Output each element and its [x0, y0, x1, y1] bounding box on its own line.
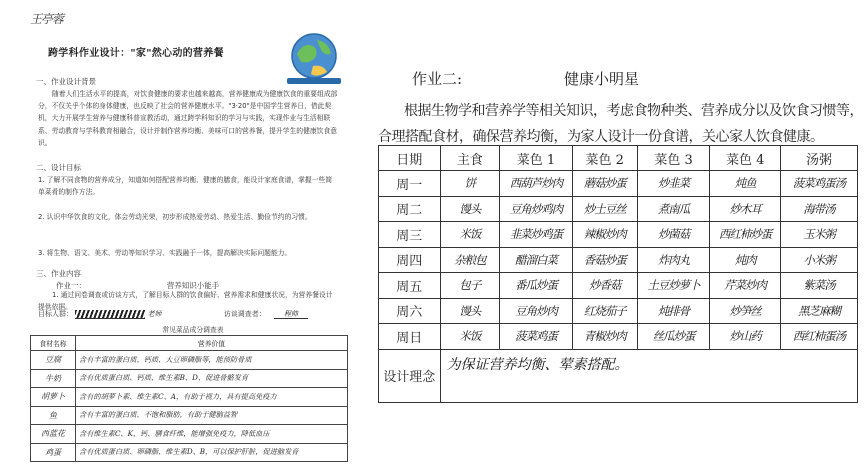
target-group-line [38, 309, 343, 319]
menu-row [379, 298, 858, 324]
menu-dish-cell: 米饭 [440, 324, 500, 350]
menu-dish-cell: 芹菜炒肉 [710, 273, 781, 299]
menu-dish-cell: 菠菜鸡蛋汤 [781, 171, 858, 197]
menu-day: 周日 [379, 324, 441, 350]
menu-day: 周三 [379, 222, 441, 248]
menu-dish-cell: 韭菜炒鸡蛋 [500, 222, 572, 248]
menu-dish-cell: 炒山药 [710, 324, 781, 350]
menu-row [379, 171, 858, 197]
menu-dish-cell: 醋溜白菜 [500, 247, 572, 273]
menu-dish-cell: 饼 [440, 171, 500, 197]
menu-dish-cell: 炖排骨 [637, 298, 709, 324]
menu-dish-cell: 炒土豆丝 [572, 196, 637, 222]
menu-row [379, 324, 858, 350]
menu-row [379, 273, 858, 299]
menu-dish-cell: 炒笋丝 [710, 298, 781, 324]
content-heading: 三、作业内容 [36, 269, 81, 278]
weekly-menu-table [378, 145, 858, 403]
survey-food: 胡萝卜 [31, 388, 76, 407]
task-two-title: 健康小明星 [564, 70, 640, 88]
menu-day: 周一 [379, 171, 441, 197]
menu-dish-cell: 馒头 [440, 196, 500, 222]
menu-dish-cell: 包子 [440, 273, 500, 299]
survey-value: 含有优质蛋白质、钙质、维生素B、D、促进骨骼发育 [76, 369, 348, 388]
target-value: 老师 [147, 310, 162, 318]
survey-row [31, 369, 348, 388]
survey-row [31, 443, 348, 462]
menu-dish-cell: 西葫芦炒肉 [500, 171, 572, 197]
background-heading: 一、作业设计背景 [36, 77, 96, 86]
menu-dish-cell: 黑芝麻糊 [781, 298, 858, 324]
background-paragraph: 随着人们生活水平的提高，对饮食健康的要求也越来越高，营养健康成为健康饮食的重要组成部分，不仅关乎个体的身体健康，也反映了社会的营养健康水平。"3·20"是中国学生营养日，借此契机，大力开展学生营养与健康科普宣教活动，通过跨学科知识的学习与实践，实现作业与生活相联系、劳动教育与学科教育相融合，设计并制作营养均衡、美味可口的营养餐，提升学生的健康饮食意识。 [38, 90, 338, 147]
menu-dish-cell: 红烧茄子 [572, 298, 637, 324]
survey-food: 西蓝花 [31, 425, 76, 444]
left-worksheet-page [28, 6, 358, 474]
menu-day: 周四 [379, 247, 441, 273]
menu-header-row [379, 146, 858, 171]
menu-row [379, 196, 858, 222]
menu-dish-cell: 菠菜鸡蛋 [500, 324, 572, 350]
survey-value: 含有优质蛋白质、卵磷脂、维生素D、B，可以保护肝脏，促进脑发育 [76, 443, 348, 462]
menu-dish-cell: 杂粮包 [440, 247, 500, 273]
corner-signature: 王亭蓉 [30, 12, 64, 26]
survey-table [30, 335, 348, 462]
survey-header-food: 食材名称 [31, 336, 76, 351]
menu-dish-cell: 蘑菇炒蛋 [572, 171, 637, 197]
globe-logo-icon [283, 28, 345, 86]
task-two-intro: 根据生物学和营养学等相关知识，考虑食物种类、营养成分以及饮食习惯等，合理搭配食材，确保营养均衡，为家人设计一份食谱，关心家人饮食健康。 [378, 103, 863, 145]
survey-food: 鱼 [31, 406, 76, 425]
worksheet-title: 跨学科作业设计："家"然心动的营养餐 [48, 48, 224, 59]
menu-dish-cell: 炒菌菇 [637, 222, 709, 248]
menu-day: 周二 [379, 196, 441, 222]
goals-heading: 二、设计目标 [36, 163, 81, 172]
survey-row [31, 388, 348, 407]
menu-dish-cell: 煮南瓜 [637, 196, 709, 222]
menu-dish-cell: 炒韭菜 [637, 171, 709, 197]
menu-day: 周五 [379, 273, 441, 299]
goal-1: 1. 了解不同食物的营养成分，知道如何搭配营养均衡、健康的膳食，能设计家庭食谱，掌握一些简单菜肴的制作方法。 [38, 176, 333, 197]
survey-value: 含有丰富的蛋白质、钙质、大豆卵磷脂等，能预防骨质 [76, 351, 348, 370]
right-worksheet-page [372, 60, 865, 420]
menu-dish-cell: 青椒炒肉 [572, 324, 637, 350]
survey-value: 含有丰富的蛋白质、不饱和脂肪，有助于健脑益智 [76, 406, 348, 425]
menu-dish-cell: 玉米粥 [781, 222, 858, 248]
survey-header-row [31, 336, 348, 351]
menu-row [379, 247, 858, 273]
interviewer-label: 访谈调查者： [223, 310, 266, 318]
menu-header-dish-2: 菜色 2 [572, 146, 637, 171]
menu-header-dish-4: 菜色 4 [710, 146, 781, 171]
target-scribble [75, 310, 145, 319]
menu-dish-cell: 土豆炒萝卜 [637, 273, 709, 299]
survey-row [31, 425, 348, 444]
survey-row [31, 406, 348, 425]
target-label: 目标人群： [38, 310, 73, 318]
menu-header-date: 日期 [379, 146, 441, 171]
menu-dish-cell: 小米粥 [781, 247, 858, 273]
menu-dish-cell: 番瓜炒蛋 [500, 273, 572, 299]
menu-dish-cell: 米饭 [440, 222, 500, 248]
menu-dish-cell: 海带汤 [781, 196, 858, 222]
goal-3: 3. 将生物、语文、美术、劳动等知识学习、实践融于一体，提高解决实际问题能力。 [38, 249, 292, 257]
survey-header-value: 营养价值 [76, 336, 348, 351]
interviewer-value: 程帅 [274, 310, 308, 319]
menu-header-staple: 主食 [440, 146, 500, 171]
menu-dish-cell: 辣椒炒肉 [572, 222, 637, 248]
menu-dish-cell: 炒木耳 [710, 196, 781, 222]
menu-row [379, 222, 858, 248]
activity-logo [283, 28, 345, 86]
survey-row [31, 351, 348, 370]
survey-food: 鸡蛋 [31, 443, 76, 462]
task-two-label: 作业二: [412, 70, 463, 88]
task-one-label: 作业一： [56, 281, 86, 290]
menu-dish-cell: 西红柿蛋汤 [781, 324, 858, 350]
menu-dish-cell: 紫菜汤 [781, 273, 858, 299]
menu-dish-cell: 丝瓜炒蛋 [637, 324, 709, 350]
menu-dish-cell: 炒香菇 [572, 273, 637, 299]
menu-body [379, 171, 858, 350]
menu-dish-cell: 炸肉丸 [637, 247, 709, 273]
task-one-text: 1. 通过问卷调查或访谈方式，了解目标人群的饮食偏好、营养需求和健康状况，为营养餐设计提供依据。 [38, 291, 333, 312]
menu-header-dish-3: 菜色 3 [637, 146, 709, 171]
menu-concept-row [379, 349, 858, 402]
menu-header-dish-1: 菜色 1 [500, 146, 572, 171]
goal-2: 2. 认识中华饮食的文化，体会劳动光荣，初步形成热爱劳动、热爱生活、勤俭节约的习惯。 [38, 213, 312, 221]
menu-dish-cell: 炖鱼 [710, 171, 781, 197]
menu-dish-cell: 炖肉 [710, 247, 781, 273]
menu-dish-cell: 豆角炒肉 [500, 298, 572, 324]
survey-value: 含有的胡萝卜素、维生素C、A，有助于视力，具有提高免疫力 [76, 388, 348, 407]
menu-dish-cell: 香菇炒蛋 [572, 247, 637, 273]
menu-dish-cell: 馒头 [440, 298, 500, 324]
menu-dish-cell: 西红柿炒蛋 [710, 222, 781, 248]
menu-dish-cell: 豆角炒鸡肉 [500, 196, 572, 222]
survey-food: 豆腐 [31, 351, 76, 370]
survey-food: 牛奶 [31, 369, 76, 388]
design-concept-label: 设计理念 [379, 349, 441, 402]
survey-table-caption: 常见菜品成分调查表 [162, 326, 224, 334]
menu-header-soup: 汤粥 [781, 146, 858, 171]
task-one-title: 营养知识小能手 [166, 281, 220, 290]
design-concept-value: 为保证营养均衡、荤素搭配。 [440, 349, 857, 402]
survey-value: 含有维生素C、K，钙、膳食纤维，能增强免疫力，降低血压 [76, 425, 348, 444]
menu-day: 周六 [379, 298, 441, 324]
